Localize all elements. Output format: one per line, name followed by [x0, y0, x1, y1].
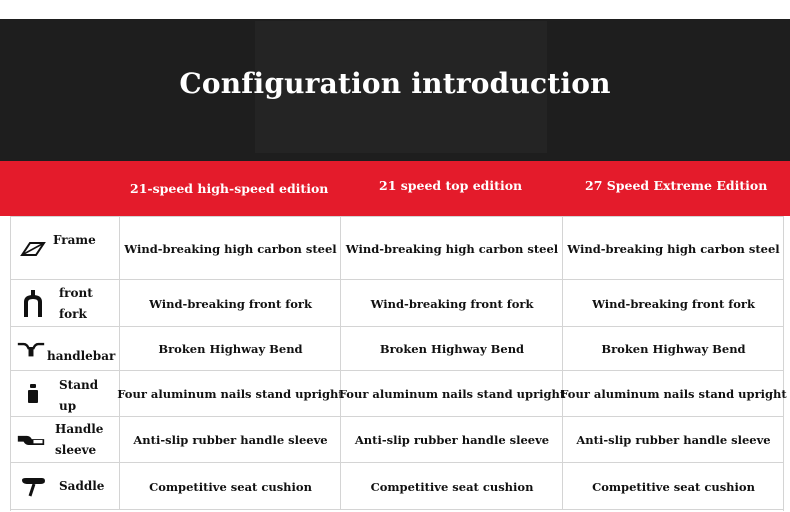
table-row — [11, 279, 783, 327]
value-cell: Broken Highway Bend — [340, 327, 563, 371]
table-row — [11, 370, 787, 417]
value-cell: Four aluminum nails stand upright — [119, 371, 341, 417]
table-row — [11, 416, 783, 463]
value-cell: Broken Highway Bend — [562, 327, 784, 371]
value-cell: Competitive seat cushion — [340, 463, 563, 510]
value-cell: Wind-breaking front fork — [119, 280, 341, 327]
top-strip — [0, 0, 790, 19]
row-label: Frame — [53, 233, 96, 247]
value-cell: Anti-slip rubber handle sleeve — [562, 417, 784, 463]
edition-header-2: 21 speed top edition — [379, 178, 523, 193]
grip-icon — [17, 431, 45, 449]
value-cell: Four aluminum nails stand upright — [340, 371, 563, 417]
value-cell: Anti-slip rubber handle sleeve — [119, 417, 341, 463]
row-label: Stand up — [59, 378, 99, 413]
value-cell: Wind-breaking front fork — [562, 280, 784, 327]
value-cell: Competitive seat cushion — [562, 463, 784, 510]
row-header — [11, 327, 119, 371]
row-label: handlebar — [47, 348, 116, 363]
config-table — [10, 216, 787, 511]
value-cell: Competitive seat cushion — [119, 463, 341, 510]
handlebar-icon — [17, 339, 45, 359]
fork-icon — [19, 290, 47, 318]
header-banner — [0, 19, 790, 161]
table-row — [11, 216, 783, 280]
value-cell: Wind-breaking front fork — [340, 280, 563, 327]
value-cell: Wind-breaking high carbon steel — [340, 217, 563, 280]
row-header — [11, 280, 119, 327]
stem-icon — [19, 384, 47, 404]
value-cell: Broken Highway Bend — [119, 327, 341, 371]
row-label: Saddle — [59, 479, 105, 493]
edition-header-3: 27 Speed Extreme Edition — [585, 178, 768, 193]
value-cell: Wind-breaking high carbon steel — [119, 217, 341, 280]
saddle-icon — [19, 477, 47, 497]
edition-header-bar — [0, 161, 790, 216]
value-cell: Anti-slip rubber handle sleeve — [340, 417, 563, 463]
table-row — [11, 326, 783, 371]
edition-header-1: 21-speed high-speed edition — [130, 181, 329, 196]
page-title: Configuration introduction — [179, 67, 611, 100]
row-header — [11, 217, 119, 280]
row-header — [11, 371, 119, 417]
row-label: front fork — [59, 285, 93, 321]
table-row — [11, 462, 783, 510]
row-label: Handle sleeve — [55, 422, 104, 457]
frame-icon — [19, 241, 47, 257]
row-header — [11, 417, 119, 463]
value-cell: Wind-breaking high carbon steel — [562, 217, 784, 280]
value-cell: Four aluminum nails stand upright — [562, 371, 784, 417]
row-header — [11, 463, 119, 510]
